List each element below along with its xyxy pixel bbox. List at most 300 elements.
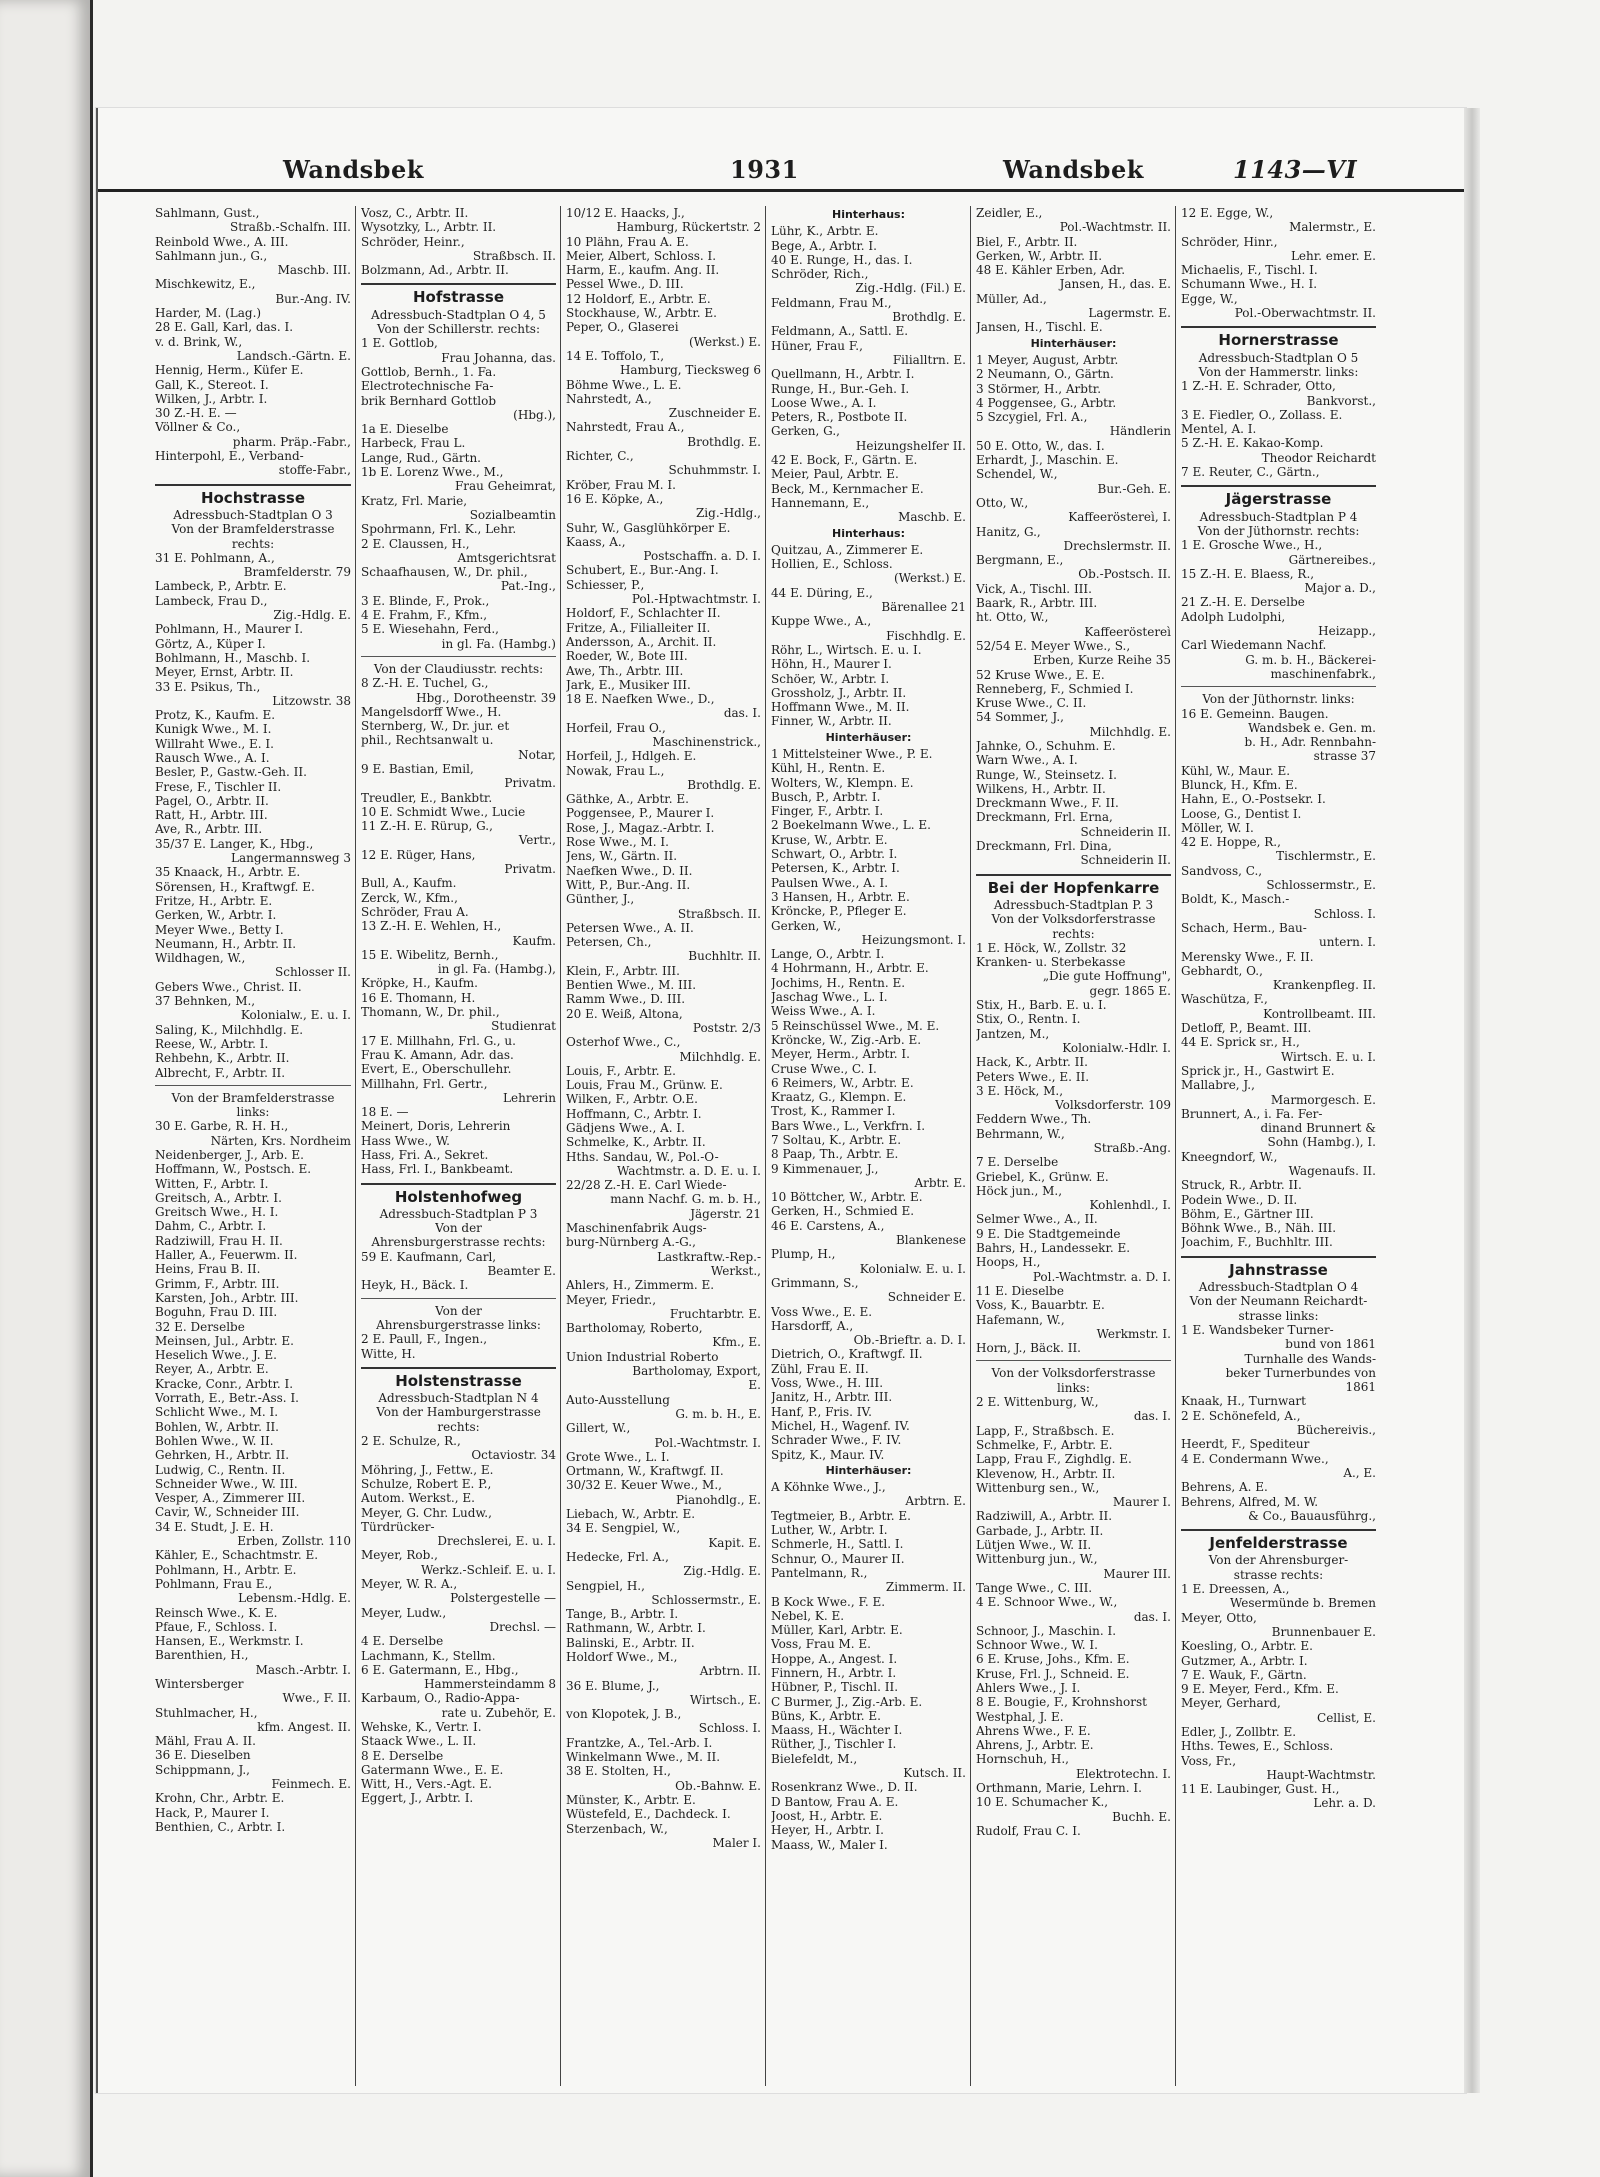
directory-entry-line: dinand Brunnert & [1260, 1121, 1376, 1136]
directory-entry-line: 18 E. — [361, 1105, 409, 1120]
directory-entry-line: Peters, R., Postbote II. [771, 410, 908, 425]
directory-entry-line: Mangelsdorff Wwe., H. [361, 704, 502, 719]
directory-entry-line: von Klopotek, J. B., [566, 1707, 682, 1722]
directory-entry-line: Heizapp., [1318, 624, 1376, 639]
directory-entry-line: Lehrerin [503, 1090, 556, 1105]
directory-entry-line: (Werkst.) E. [893, 571, 966, 586]
directory-entry-line: Finger, F., Arbtr. I. [771, 804, 884, 819]
directory-entry-line: G. m. b. H., Bäckerei- [1245, 652, 1376, 667]
directory-entry-line: Wesermünde b. Bremen [1229, 1596, 1376, 1611]
directory-entry-line: Hamburg, Rückertstr. 2 [616, 220, 761, 235]
directory-entry-line: Rose, J., Magaz.-Arbtr. I. [566, 820, 715, 835]
directory-entry-line: Lütjen Wwe., W. II. [976, 1538, 1092, 1553]
directory-entry-line: Horfeil, J., Hdlgeh. E. [566, 749, 697, 764]
directory-entry-line: Petersen, Ch., [566, 935, 652, 950]
directory-entry-line: Zerck, W., Kfm., [361, 890, 458, 905]
directory-entry-line: Runge, H., Bur.-Geh. I. [771, 381, 910, 396]
directory-entry-line: Adressbuch-Stadtplan P 4 [1199, 509, 1358, 524]
directory-entry-line: 16 E. Thomann, H. [361, 990, 476, 1005]
directory-entry-line: Pagel, O., Arbtr. II. [155, 793, 269, 808]
directory-entry-line: Kühl, H., Rentn. E. [771, 761, 886, 776]
directory-entry-line: Von der Volksdorferstrasse [991, 1366, 1156, 1381]
directory-entry-line: Maass, W., Maler I. [771, 1837, 888, 1852]
directory-entry-line: 7 E. Derselbe [976, 1155, 1059, 1170]
directory-entry-line: Gerken, W., [771, 918, 842, 933]
directory-entry-line: Richter, C., [566, 449, 634, 464]
directory-entry-line: Hoffmann Wwe., M. II. [771, 700, 910, 715]
directory-entry-line: Fruchtarbtr. E. [669, 1306, 761, 1321]
directory-entry-line: Theodor Reichardt [1261, 450, 1376, 465]
directory-entry-line: Feddern Wwe., Th. [976, 1112, 1092, 1127]
directory-entry-line: Liebach, W., Arbtr. E. [566, 1507, 696, 1522]
directory-entry-line: Jägerstr. 21 [690, 1206, 761, 1221]
directory-entry-line: 8 E. Bougie, F., Krohnshorst [976, 1695, 1147, 1710]
directory-entry-line: Dreckmann, Frl. Dina, [976, 839, 1112, 854]
directory-entry-line: 2 Boekelmann Wwe., L. E. [771, 818, 931, 833]
directory-entry-line: Finner, W., Arbtr. II. [771, 714, 892, 729]
directory-entry-line: Schloss. I. [1313, 906, 1376, 921]
directory-entry-line: Straßbsch. II. [677, 906, 761, 921]
directory-entry-line: Trost, K., Rammer I. [771, 1104, 896, 1119]
directory-entry-line: Pantelmann, R., [771, 1565, 868, 1580]
directory-entry-line: Werkst., [710, 1263, 761, 1278]
directory-entry-line: Böhme Wwe., L. E. [566, 377, 682, 392]
directory-entry-line: Hollien, E., Schloss. [771, 557, 893, 572]
directory-entry-line: Adressbuch-Stadtplan O 5 [1198, 350, 1359, 365]
directory-entry-line: Hass Wwe., W. [361, 1133, 450, 1148]
directory-entry-line: Roeder, W., Bote III. [566, 649, 688, 664]
directory-entry-line: Meyer, G. Chr. Ludw., [361, 1505, 492, 1520]
directory-entry-line: Winkelmann Wwe., M. II. [566, 1750, 721, 1765]
directory-entry-line: 12 E. Rüger, Hans, [361, 847, 476, 862]
directory-entry-line: Peper, O., Glaserei [566, 320, 679, 335]
directory-entry-line: Kröpke, H., Kaufm. [361, 976, 478, 991]
directory-entry-line: Louis, Frau M., Grünw. E. [566, 1078, 723, 1093]
directory-entry-line: Vosz, C., Arbtr. II. [361, 206, 469, 220]
directory-entry-line: 3 E. Blinde, F., Prok., [361, 593, 490, 608]
directory-entry-line: Adolph Ludolphi, [1181, 609, 1286, 624]
directory-entry-line: Buchhltr. II. [688, 949, 761, 964]
directory-entry-line: Ahrens Wwe., F. E. [976, 1723, 1091, 1738]
directory-entry-line: Adressbuch-Stadtplan O 4 [1198, 1280, 1359, 1295]
directory-entry-line: 9 E. Die Stadtgemeinde [976, 1226, 1121, 1241]
directory-entry-line: 52 Kruse Wwe., E. E. [976, 667, 1105, 682]
directory-entry-line: 2 E. Schulze, R., [361, 1434, 461, 1449]
directory-entry-line: das. I. [1133, 1609, 1171, 1624]
directory-entry-line: Pol.-Wachtmstr. a. D. I. [1032, 1269, 1171, 1284]
directory-entry-line: Turnhalle des Wands- [1244, 1351, 1376, 1366]
directory-entry-line: Lühr, K., Arbtr. E. [771, 224, 879, 239]
street-heading: Bei der Hopfenkarre [976, 874, 1171, 895]
directory-entry-line: Kfm., E. [712, 1335, 761, 1350]
directory-entry-line: Volksdorferstr. 109 [1055, 1098, 1171, 1113]
directory-entry-line: Bielefeldt, M., [771, 1751, 858, 1766]
directory-entry-line: Finnern, H., Arbtr. I. [771, 1665, 897, 1680]
directory-entry-line: Wachtmstr. a. D. E. u. I. [616, 1163, 761, 1178]
directory-entry-line: Brothdlg. E. [687, 777, 761, 792]
subsection-heading: Hinterhäuser: [1030, 336, 1117, 350]
directory-entry-line: Hammersteindamm 8 [424, 1677, 556, 1692]
directory-entry-line: Greitsch, A., Arbtr. I. [155, 1190, 282, 1205]
directory-entry-line: E. [748, 1378, 761, 1393]
directory-entry-line: Benthien, C., Arbtr. I. [155, 1819, 286, 1834]
header-right-title: Wandsbek [1003, 155, 1144, 184]
directory-entry-line: Maass, H., Wächter I. [771, 1723, 903, 1738]
directory-entry-line: Bahrs, H., Landessekr. E. [976, 1241, 1131, 1256]
directory-entry-line: Beamter E. [487, 1264, 556, 1279]
directory-entry-line: Schröder, Rich., [771, 267, 869, 282]
directory-entry-line: Nebel, K. E. [771, 1608, 845, 1623]
directory-entry-line: Andersson, A., Archit. II. [566, 634, 717, 649]
directory-entry-line: b. H., Adr. Rennbahn- [1244, 735, 1376, 750]
directory-entry-line: Harbeck, Frau L. [361, 436, 466, 451]
directory-entry-line: Milchhdlg. E. [679, 1049, 761, 1064]
directory-entry-line: Cavir, W., Schneider III. [155, 1505, 300, 1520]
directory-entry-line: Harm, E., kaufm. Ang. II. [566, 263, 720, 278]
page-header [98, 153, 1466, 192]
street-heading: Holstenstrasse [361, 1367, 556, 1388]
directory-entry-line: Klein, F., Arbtr. III. [566, 963, 680, 978]
header-left-title: Wandsbek [283, 155, 424, 184]
directory-entry-line: 52/54 E. Meyer Wwe., S., [976, 638, 1131, 653]
directory-entry-line: Von der Hammerstr. links: [1198, 364, 1359, 379]
directory-entry-line: Kuppe Wwe., A., [771, 614, 872, 629]
directory-entry-line: Naefken Wwe., D. II. [566, 863, 693, 878]
directory-entry-line: Selmer Wwe., A., II. [976, 1212, 1098, 1227]
directory-entry-line: Gillert, W., [566, 1421, 631, 1436]
directory-entry-line: Klevenow, H., Arbtr. II. [976, 1466, 1116, 1481]
directory-entry-line: strasse 37 [1313, 749, 1376, 764]
directory-entry-line: Günther, J., [566, 892, 635, 907]
directory-entry-line: 5 E. Wiesehahn, Ferd., [361, 622, 499, 637]
directory-entry-line: Ahlers, H., Zimmerm. E. [566, 1278, 715, 1293]
directory-entry-line: 44 E. Sprick sr., H., [1181, 1035, 1300, 1050]
directory-entry-line: Ob.-Bahnw. E. [675, 1778, 761, 1793]
directory-entry-line: Kühl, W., Maur. E. [1181, 763, 1291, 778]
directory-entry-line: Baark, R., Arbtr. III. [976, 596, 1098, 611]
directory-entry-line: 14 E. Toffolo, T., [566, 348, 665, 363]
directory-entry-line: Meinert, Doris, Lehrerin [361, 1119, 511, 1134]
directory-entry-line: Wildhagen, W., [155, 951, 246, 966]
directory-entry-line: Sandvoss, C., [1181, 863, 1263, 878]
directory-entry-line: Kraatz, G., Klempn. E. [771, 1090, 907, 1105]
directory-entry-line: untern. I. [1318, 935, 1376, 950]
directory-entry-line: Jahnke, O., Schuhm. E. [976, 738, 1116, 753]
directory-entry-line: Postschaffn. a. D. I. [643, 549, 761, 564]
directory-entry-line: Schach, Herm., Bau- [1181, 920, 1307, 935]
directory-entry-line: Waschütza, F., [1181, 992, 1268, 1007]
directory-entry-line: Bohlen Wwe., W. II. [155, 1433, 274, 1448]
street-heading: Jenfelderstrasse [1181, 1529, 1376, 1550]
directory-entry-line: 2 Neumann, O., Gärtn. [976, 367, 1114, 382]
directory-entry-line: Hass, Frl. I., Bankbeamt. [361, 1162, 514, 1177]
directory-entry-line: Feldmann, A., Sattl. E. [771, 324, 909, 339]
directory-entry-line: 46 E. Carstens, A., [771, 1218, 885, 1233]
directory-entry-line: Struck, R., Arbtr. II. [1181, 1178, 1302, 1193]
directory-entry-line: Reyer, A., Arbtr. E. [155, 1362, 269, 1377]
directory-entry-line: Reese, W., Arbtr. I. [155, 1036, 269, 1051]
directory-entry-line: Haupt-Wachtmstr. [1266, 1767, 1376, 1782]
directory-entry-line: 3 E. Höck, M., [976, 1083, 1064, 1098]
directory-entry-line: Kröncke, P., Pfleger E. [771, 904, 907, 919]
directory-entry-line: Pat.-Ing., [500, 579, 556, 594]
directory-entry-line: 42 E. Bock, F., Gärtn. E. [771, 453, 918, 468]
directory-entry-line: Stockhause, W., Arbtr. E. [566, 306, 717, 321]
directory-entry-line: Mallabre, J., [1181, 1078, 1255, 1093]
directory-entry-line: Frau Geheimrat, [454, 479, 556, 494]
directory-entry-line: Ave, R., Arbtr. III. [155, 822, 263, 837]
directory-entry-line: Völlner & Co., [155, 420, 241, 435]
directory-entry-line: Schneider Wwe., W. III. [155, 1476, 298, 1491]
directory-entry-line: Treudler, E., Bankbtr. [361, 790, 493, 805]
directory-entry-line: Wintersberger [155, 1676, 244, 1691]
directory-entry-line: Jochims, H., Rentn. E. [771, 975, 906, 990]
directory-entry-line: 3 Störmer, H., Arbtr. [976, 381, 1102, 396]
directory-entry-line: Frantzke, A., Tel.-Arb. I. [566, 1735, 713, 1750]
directory-entry-line: Nahrstedt, Frau A., [566, 420, 685, 435]
directory-entry-line: Hahn, E., O.-Postsekr. I. [1181, 792, 1326, 807]
directory-entry-line: Union Industrial Roberto [566, 1349, 719, 1364]
directory-entry-line: Octaviostr. 34 [471, 1448, 556, 1463]
directory-entry-line: Hüner, Frau F., [771, 338, 863, 353]
directory-entry-line: Meyer, Rob., [361, 1548, 438, 1563]
directory-entry-line: rate u. Zubehör, E. [441, 1705, 556, 1720]
directory-entry-line: Jansen, H., das. E. [1059, 277, 1171, 292]
directory-entry-line: Kaufm. [512, 933, 556, 948]
directory-entry-line: 10 E. Schmidt Wwe., Lucie [361, 804, 526, 819]
directory-entry-line: Meier, Paul, Arbtr. E. [771, 467, 899, 482]
directory-entry-line: Bur.-Geh. E. [1097, 481, 1171, 496]
directory-entry-line: Lambeck, Frau D., [155, 593, 268, 608]
directory-entry-line: 32 E. Derselbe [155, 1319, 245, 1334]
directory-entry-line: Busch, P., Arbtr. I. [771, 789, 881, 804]
directory-entry-line: Privatm. [504, 862, 556, 877]
directory-entry-line: stoffe-Fabr., [278, 463, 351, 478]
directory-entry-line: Rausch Wwe., A. I. [155, 750, 270, 765]
directory-entry-line: Heerdt, F., Spediteur [1181, 1437, 1310, 1452]
directory-entry-line: 1a E. Dieselbe [361, 422, 449, 437]
directory-entry-line: Kolonialw. E. u. I. [859, 1261, 966, 1276]
directory-entry-line: Frau K. Amann, Adr. das. [361, 1047, 514, 1062]
directory-entry-line: Garbade, J., Arbtr. II. [976, 1523, 1104, 1538]
directory-entry-line: Dreckmann, Frl. Erna, [976, 810, 1113, 825]
directory-entry-line: Wilken, F., Arbtr. O.E. [566, 1092, 698, 1107]
directory-entry-line: bund von 1861 [1285, 1337, 1376, 1352]
directory-entry-line: Witt, P., Bur.-Ang. II. [566, 877, 691, 892]
directory-entry-line: Saling, K., Milchhdlg. E. [155, 1022, 304, 1037]
directory-entry-line: 37 Behnken, M., [155, 994, 256, 1009]
directory-entry-line: Horn, J., Bäck. II. [976, 1341, 1081, 1356]
directory-entry-line: Tange, B., Arbtr. I. [566, 1607, 679, 1622]
section-divider [976, 1360, 1171, 1361]
directory-entry-line: Kapit. E. [708, 1535, 761, 1550]
directory-entry-line: Höhn, H., Maurer I. [771, 657, 892, 672]
directory-entry-line: Schmelke, K., Arbtr. II. [566, 1135, 706, 1150]
directory-entry-line: 4 E. Condermann Wwe., [1181, 1451, 1329, 1466]
directory-entry-line: Holdorf Wwe., M., [566, 1649, 678, 1664]
directory-entry-line: v. d. Brink, W., [155, 334, 243, 349]
directory-entry-line: Horfeil, Frau O., [566, 720, 666, 735]
directory-entry-line: 30/32 E. Keuer Wwe., M., [566, 1478, 722, 1493]
directory-entry-line: Schnoor, J., Maschin. I. [976, 1623, 1117, 1638]
directory-entry-line: strasse rechts: [1233, 1567, 1324, 1582]
directory-entry-line: maschinenfabrk., [1270, 666, 1376, 681]
directory-entry-line: Ludwig, C., Rentn. II. [155, 1462, 286, 1477]
directory-entry-line: Hannemann, E., [771, 495, 870, 510]
directory-entry-line: Maurer III. [1103, 1566, 1171, 1581]
directory-entry-line: Von der Volksdorferstrasse [991, 912, 1156, 927]
directory-entry-line: Arbtr. E. [914, 1175, 966, 1190]
directory-entry-line: Hths. Sandau, W., Pol.-O- [566, 1149, 719, 1164]
directory-entry-line: Maler I. [712, 1835, 761, 1850]
directory-entry-line: 11 E. Laubinger, Gust. H., [1181, 1782, 1340, 1797]
directory-entry-line: Petersen, K., Arbtr. I. [771, 861, 900, 876]
directory-entry-line: Marmorgesch. E. [1270, 1092, 1376, 1107]
directory-entry-line: Jark, E., Musiker III. [566, 677, 691, 692]
directory-entry-line: 4 E. Frahm, F., Kfm., [361, 608, 488, 623]
directory-entry-line: Von der Hamburgerstrasse [376, 1405, 541, 1420]
subsection-heading: Hinterhäuser: [825, 730, 912, 744]
directory-entry-line: Von der Bramfelderstrasse [171, 522, 335, 537]
directory-entry-line: Feldmann, Frau M., [771, 295, 892, 310]
directory-entry-line: Blankenese [895, 1233, 966, 1248]
directory-entry-line: Tegtmeier, B., Arbtr. E. [771, 1508, 911, 1523]
directory-entry-line: Milchhdlg. E. [1089, 724, 1171, 739]
directory-entry-line: Kohlenhdl., I. [1089, 1198, 1171, 1213]
directory-entry-line: Zühl, Frau E. II. [771, 1361, 869, 1376]
directory-entry-line: Gehrken, H., Arbtr. II. [155, 1448, 290, 1463]
subsection-heading: Hinterhaus: [832, 208, 905, 221]
directory-entry-line: Balinski, E., Arbtr. II. [566, 1635, 695, 1650]
directory-entry-line: Böhnk Wwe., B., Näh. III. [1181, 1221, 1337, 1236]
directory-entry-line: Von der [435, 1221, 482, 1236]
directory-entry-line: Ahrensburgerstrasse links: [376, 1317, 541, 1332]
directory-entry-line: Wirtsch. E. u. I. [1280, 1049, 1376, 1064]
directory-entry-line: Kruse, W., Arbtr. E. [771, 832, 888, 847]
directory-entry-line: Gall, K., Stereot. I. [155, 377, 269, 392]
directory-entry-line: 10/12 E. Haacks, J., [566, 206, 685, 220]
directory-column [150, 206, 355, 2086]
directory-entry-line: Lagermstr. E. [1088, 306, 1171, 321]
directory-entry-line: Staack Wwe., L. II. [361, 1734, 477, 1749]
directory-entry-line: Lastkraftw.-Rep.- [657, 1249, 761, 1264]
directory-entry-line: 35/37 E. Langer, K., Hbg., [155, 836, 314, 851]
directory-entry-line: Gottlob, Bernh., 1. Fa. [361, 364, 497, 379]
directory-entry-line: Dietrich, O., Kraftwgf. II. [771, 1347, 923, 1362]
directory-entry-line: 16 E. Gemeinn. Baugen. [1181, 706, 1329, 721]
directory-entry-line: Kranken- u. Sterbekasse [976, 955, 1126, 970]
directory-entry-line: Hansen, E., Werkmstr. I. [155, 1634, 304, 1649]
directory-entry-line: Millhahn, Frl. Gertr., [361, 1076, 488, 1091]
directory-entry-line: Koesling, O., Arbtr. E. [1181, 1639, 1313, 1654]
directory-entry-line: links: [236, 1105, 270, 1120]
directory-entry-line: 4 E. Derselbe [361, 1634, 444, 1649]
directory-entry-line: Studienrat [491, 1019, 556, 1034]
directory-entry-line: Orthmann, Marie, Lehrn. I. [976, 1781, 1142, 1796]
directory-entry-line: Meyer Wwe., Betty I. [155, 922, 284, 937]
directory-entry-line: Radziwill, Frau H. II. [155, 1233, 283, 1248]
directory-entry-line: Hennig, Herm., Küfer E. [155, 363, 304, 378]
directory-entry-line: Maschinenstrick., [652, 734, 761, 749]
directory-entry-line: 1 E. Höck, W., Zollstr. 32 [976, 940, 1127, 955]
directory-entry-line: Edler, J., Zollbtr. E. [1181, 1724, 1297, 1739]
directory-entry-line: Zimmerm. II. [885, 1580, 966, 1595]
directory-entry-line: 3 E. Fiedler, O., Zollass. E. [1181, 407, 1343, 422]
directory-entry-line: 10 Böttcher, W., Arbtr. E. [771, 1190, 923, 1205]
directory-entry-line: Rüther, J., Tischler I. [771, 1737, 897, 1752]
directory-entry-line: Radziwill, A., Arbtr. II. [976, 1509, 1113, 1524]
directory-entry-line: Schneiderin II. [1080, 824, 1171, 839]
directory-entry-line: Krankenpfleg. II. [1272, 978, 1376, 993]
directory-entry-line: Kratz, Frl. Marie, [361, 493, 468, 508]
directory-entry-line: Elektrotechn. I. [1075, 1766, 1171, 1781]
directory-entry-line: Jansen, H., Tischl. E. [976, 320, 1103, 335]
directory-entry-line: mann Nachf. G. m. b. H., [610, 1192, 761, 1207]
directory-entry-line: Vertr., [518, 833, 556, 848]
directory-entry-line: 59 E. Kaufmann, Carl, [361, 1249, 497, 1264]
directory-entry-line: Kruse Wwe., C. II. [976, 696, 1087, 711]
directory-entry-line: Lange, O., Arbtr. I. [771, 947, 885, 962]
directory-entry-line: Röhr, L., Wirtsch. E. u. I. [771, 642, 922, 657]
directory-entry-line: Knaak, H., Turnwart [1181, 1394, 1306, 1409]
directory-entry-line: Witte, H. [361, 1346, 416, 1361]
directory-entry-line: Bergmann, E., [976, 553, 1064, 568]
directory-column [1175, 206, 1380, 2086]
directory-entry-line: Griebel, K., Grünw. E. [976, 1169, 1109, 1184]
directory-entry-line: Carl Wiedemann Nachf. [1181, 638, 1327, 653]
directory-entry-line: Möhring, J., Fettw., E. [361, 1462, 494, 1477]
directory-entry-line: Maschb. E. [898, 510, 966, 525]
directory-entry-line: Loose, G., Dentist I. [1181, 806, 1302, 821]
directory-entry-line: Sternberg, W., Dr. jur. et [361, 719, 510, 734]
directory-entry-line: Hübner, P., Tischl. II. [771, 1680, 899, 1695]
directory-entry-line: Rathmann, W., Arbtr. I. [566, 1621, 706, 1636]
directory-entry-line: Erhardt, J., Maschin. E. [976, 453, 1119, 468]
directory-entry-line: Gebers Wwe., Christ. II. [155, 979, 302, 994]
directory-entry-line: Schrader Wwe., F. IV. [771, 1433, 902, 1448]
directory-entry-line: Neumann, H., Arbtr. II. [155, 936, 297, 951]
directory-entry-line: Zig.-Hdlg. E. [273, 608, 351, 623]
directory-entry-line: Biel, F., Arbtr. II. [976, 234, 1078, 249]
street-heading: Hofstrasse [361, 283, 556, 304]
directory-entry-line: Bege, A., Arbtr. I. [771, 238, 877, 253]
directory-entry-line: Gärtnereibes., [1288, 552, 1376, 567]
directory-entry-line: 30 Z.-H. E. — [155, 406, 237, 421]
directory-entry-line: 20 E. Weiß, Altona, [566, 1006, 683, 1021]
directory-entry-line: Bohlmann, H., Maschb. I. [155, 650, 311, 665]
directory-entry-line: Kähler, E., Schachtmstr. E. [155, 1548, 319, 1563]
directory-entry-line: 6 E. Gatermann, E., Hbg., [361, 1662, 519, 1677]
directory-entry-line: Reinbold Wwe., A. III. [155, 234, 289, 249]
directory-entry-line: Meyer, Herm., Arbtr. I. [771, 1047, 910, 1062]
directory-entry-line: Hafemann, W., [976, 1312, 1065, 1327]
directory-entry-line: Lehr. emer. E. [1290, 248, 1376, 263]
directory-entry-line: Händlerin [1109, 424, 1171, 439]
directory-entry-line: Wehske, K., Vertr. I. [361, 1719, 482, 1734]
directory-entry-line: Cellist, E. [1317, 1710, 1376, 1725]
directory-entry-line: Schulze, Robert E. P., [361, 1476, 492, 1491]
directory-entry-line: Janitz, H., Arbtr. III. [771, 1390, 893, 1405]
directory-entry-line: Schneiderin II. [1080, 853, 1171, 868]
directory-entry-line: Zig.-Hdlg., [695, 506, 761, 521]
directory-entry-line: Frese, F., Tischler II. [155, 779, 282, 794]
directory-entry-line: Plump, H., [771, 1247, 836, 1262]
directory-entry-line: 10 Plähn, Frau A. E. [566, 234, 689, 249]
directory-entry-line: Meyer, Otto, [1181, 1610, 1257, 1625]
directory-entry-line: Michel, H., Wagenf. IV. [771, 1418, 910, 1433]
directory-column [355, 206, 560, 2086]
directory-entry-line: Hamburg, Tiecksweg 6 [619, 363, 761, 378]
